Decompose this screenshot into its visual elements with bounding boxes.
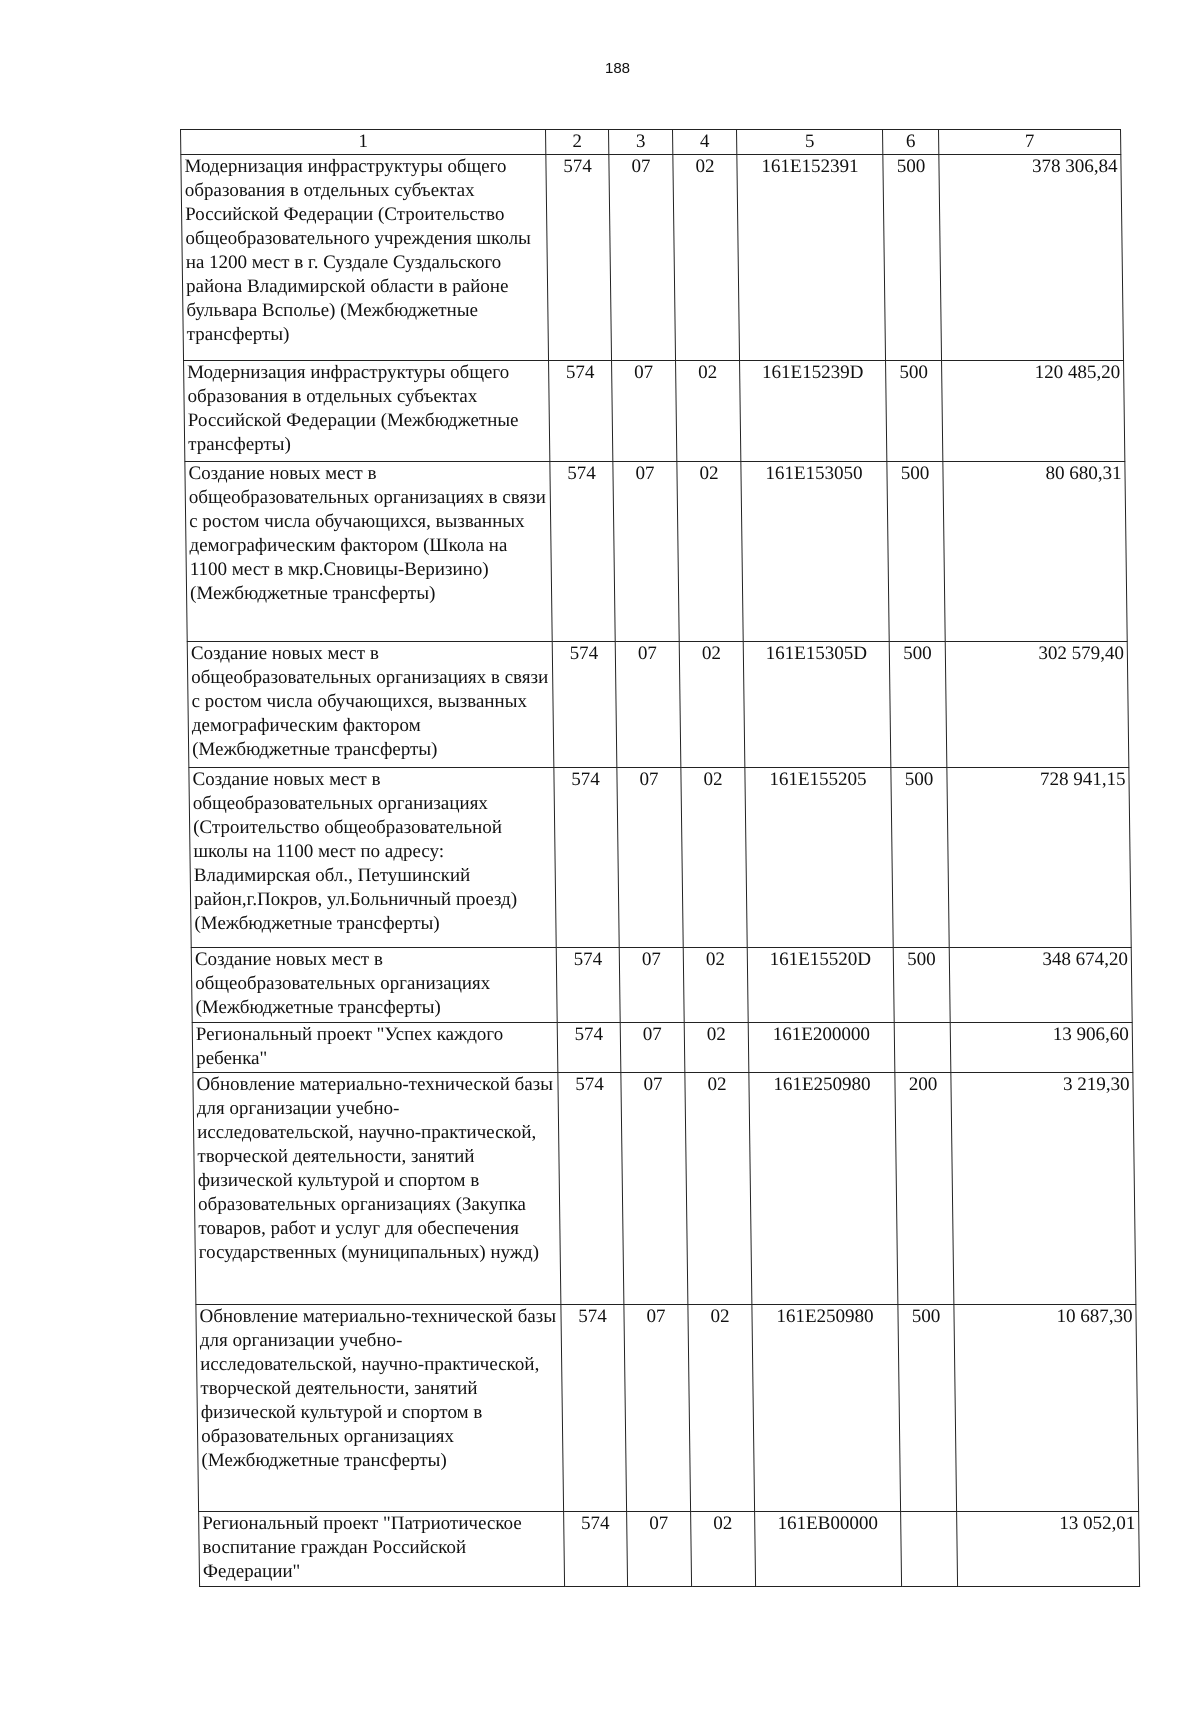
row-pr: 02 [676,361,741,462]
row-amount: 13 906,60 [950,1023,1133,1073]
row-gr: 574 [564,1512,628,1587]
row-csr: 161E15305D [743,642,891,768]
row-vr: 500 [898,1305,957,1512]
row-amount: 10 687,30 [954,1305,1139,1512]
table-row [181,155,1124,361]
row-csr: 161E15520D [747,948,894,1023]
column-header: 3 [609,130,673,155]
column-header: 2 [546,130,609,155]
row-name: Создание новых мест в общеобразовательных организациях (Строительство общеобразовательной школы на 1100 мест по адресу: Владимирская обл., Петушинский район,г.Покров, ул.Больничный проезд) (Межбюджетные трансферты) [189,768,556,948]
row-amount: 80 680,31 [943,462,1127,642]
row-gr: 574 [552,642,617,768]
budget-table [180,129,1140,1587]
row-pr: 02 [685,1073,752,1305]
row-gr: 574 [558,1073,624,1305]
row-gr: 574 [546,155,612,361]
column-header: 6 [883,130,939,155]
row-amount: 3 219,30 [951,1073,1136,1305]
page-number: 188 [604,60,631,77]
row-csr: 161E200000 [748,1023,895,1073]
row-amount: 120 485,20 [942,361,1125,462]
row-amount: 348 674,20 [949,948,1132,1023]
row-pr: 02 [688,1305,755,1512]
row-csr: 161E152391 [737,155,886,361]
row-rz: 07 [617,768,683,948]
row-pr: 02 [683,948,748,1023]
row-rz: 07 [624,1305,691,1512]
row-pr: 02 [679,642,745,768]
column-header: 4 [673,130,737,155]
row-pr: 02 [677,462,743,642]
row-gr: 574 [557,1023,621,1073]
row-name: Модернизация инфраструктуры общего образования в отдельных субъектах Российской Федерации (Межбюджетные трансферты) [184,361,550,462]
row-csr: 161E155205 [745,768,893,948]
table-row [189,768,1131,948]
row-vr: 500 [893,948,950,1023]
row-amount: 302 579,40 [945,642,1129,768]
row-vr: 500 [883,155,942,361]
row-name: Модернизация инфраструктуры общего образования в отдельных субъектах Российской Федерации (Строительство общеобразовательного учреждения школы на 1200 мест в г. Суздале Суздальского района Владимирской области в районе бульвара Всполье) (Межбюджетные трансферты) [181,155,549,361]
row-gr: 574 [549,361,613,462]
row-rz: 07 [612,361,677,462]
row-rz: 07 [620,1023,685,1073]
row-amount: 378 306,84 [939,155,1124,361]
row-vr [901,1512,958,1587]
row-name: Создание новых мест в общеобразовательных организациях в связи с ростом числа обучающихся, вызванных демографическим фактором (Школа на 1100 мест в мкр.Сновицы-Веризино) (Межбюджетные трансферты) [185,462,552,642]
row-csr: 161E250980 [752,1305,901,1512]
row-rz: 07 [619,948,684,1023]
table-row [187,642,1129,768]
row-rz: 07 [621,1073,688,1305]
table-row [191,948,1132,1023]
table-row [193,1073,1136,1305]
row-name: Обновление материально-технической базы для организации учебно-исследовательской, научно-практической, творческой деятельности, занятий физической культурой и спортом в образовательных организациях (Межбюджетные трансферты) [196,1305,564,1512]
row-pr: 02 [681,768,747,948]
row-csr: 161E153050 [741,462,889,642]
table-row [192,1023,1133,1073]
row-vr: 500 [889,642,947,768]
row-vr [894,1023,951,1073]
table-row [196,1305,1139,1512]
row-gr: 574 [550,462,615,642]
row-name: Создание новых мест в общеобразовательных организациях (Межбюджетные трансферты) [191,948,557,1023]
row-csr: 161EB00000 [755,1512,902,1587]
row-vr: 500 [891,768,949,948]
row-name: Региональный проект "Успех каждого ребенка" [192,1023,558,1073]
row-rz: 07 [609,155,676,361]
row-gr: 574 [554,768,619,948]
row-vr: 500 [886,361,943,462]
row-pr: 02 [684,1023,749,1073]
row-amount: 728 941,15 [947,768,1131,948]
row-name: Обновление материально-технической базы для организации учебно-исследовательской, научно-практической, творческой деятельности, занятий физической культурой и спортом в образовательных организациях (Закупка товаров, работ и услуг для обеспечения государственных (муниципальных) нужд) [193,1073,561,1305]
row-csr: 161E15239D [740,361,887,462]
row-csr: 161E250980 [749,1073,898,1305]
row-pr: 02 [673,155,740,361]
row-pr: 02 [691,1512,756,1587]
row-gr: 574 [556,948,620,1023]
row-vr: 500 [887,462,945,642]
row-name: Региональный проект "Патриотическое воспитание граждан Российской Федерации" [199,1512,565,1587]
row-vr: 200 [895,1073,954,1305]
table-row [185,462,1127,642]
row-gr: 574 [561,1305,627,1512]
column-header: 5 [737,130,883,155]
row-rz: 07 [613,462,679,642]
row-rz: 07 [627,1512,692,1587]
table-row [199,1512,1140,1587]
row-amount: 13 052,01 [957,1512,1140,1587]
column-header: 7 [939,130,1121,155]
row-rz: 07 [615,642,681,768]
row-name: Создание новых мест в общеобразовательных организациях в связи с ростом числа обучающихся, вызванных демографическим фактором (Межбюджетные трансферты) [187,642,554,768]
column-header: 1 [181,130,546,155]
column-number-row [181,130,1121,155]
table-row [184,361,1125,462]
